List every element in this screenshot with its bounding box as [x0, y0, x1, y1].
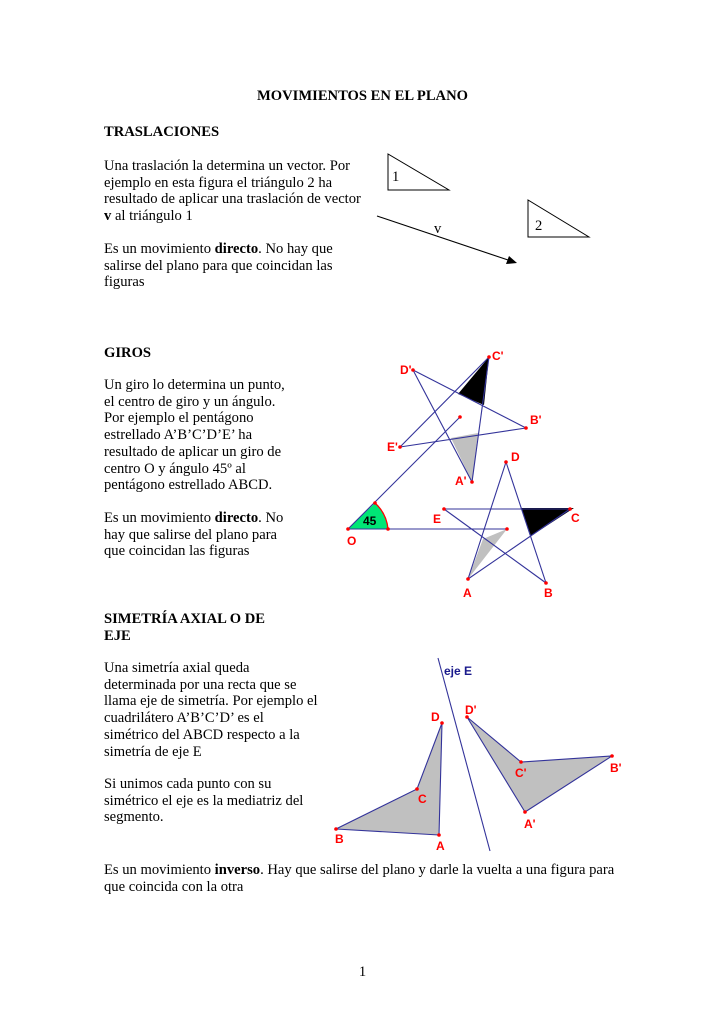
label-B: B — [544, 586, 553, 600]
text-fragment: Es un movimiento — [104, 862, 215, 878]
text-line: que coincidan las figuras — [104, 543, 250, 560]
axis-label: eje E — [444, 664, 473, 678]
vector-label: v — [434, 221, 442, 237]
text-line: hay que salirse del plano para — [104, 526, 278, 543]
text-line: el centro de giro y un ángulo. — [104, 393, 276, 410]
label-C-prime: C' — [492, 349, 504, 363]
label-C: C — [571, 511, 580, 525]
text-line: centro O y ángulo 45º al — [104, 460, 246, 477]
heading-traslaciones: TRASLACIONES — [104, 124, 220, 140]
label-B-prime: B' — [530, 413, 542, 427]
text-fragment: Es un movimiento — [104, 510, 215, 526]
label-B-prime: B' — [610, 761, 622, 775]
text-fragment: al triángulo 1 — [111, 208, 193, 225]
label-C: C — [418, 792, 427, 806]
heading-giros: GIROS — [104, 345, 152, 361]
label-B: B — [335, 832, 344, 846]
heading-line: EJE — [104, 627, 131, 644]
label-A-prime: A' — [524, 817, 536, 831]
quad-A-B-C-D-prime — [467, 717, 612, 812]
label-O: O — [347, 534, 357, 548]
text-line: Por ejemplo el pentágono — [104, 410, 254, 427]
text-line: estrellado A’B’C’D’E’ ha — [104, 427, 253, 444]
label-A: A — [463, 586, 472, 600]
text-line: Una simetría axial queda — [104, 660, 250, 676]
label-D: D — [511, 450, 520, 464]
bold-inverso: inverso — [214, 862, 261, 878]
text-line: segmento. — [104, 809, 164, 826]
text-fragment: . Hay que salirse del plano y darle la vuelta a una figura para — [260, 862, 615, 878]
bold-v: v — [104, 208, 112, 225]
text-line: pentágono estrellado ABCD. — [104, 477, 273, 494]
text-fragment: . No hay que — [258, 241, 333, 257]
text-line: que coincida con la otra — [104, 878, 244, 895]
triangle-1-label: 1 — [392, 169, 400, 185]
triangle-2-label: 2 — [535, 218, 543, 234]
angle-label: 45 — [363, 514, 377, 528]
text-line: determinada por una recta que se — [104, 676, 297, 693]
text-line: figuras — [104, 274, 145, 291]
text-fragment: Es un movimiento — [104, 241, 215, 257]
label-A-prime: A' — [455, 474, 467, 488]
label-D-prime: D' — [400, 363, 412, 377]
label-D: D — [431, 710, 440, 724]
text-line: Si unimos cada punto con su — [104, 776, 272, 792]
text-line: ejemplo en esta figura el triángulo 2 ha — [104, 174, 333, 191]
label-C-prime: C' — [515, 766, 527, 780]
label-A: A — [436, 839, 445, 853]
text-line: simétrico el eje es la mediatriz del — [104, 792, 304, 809]
label-D-prime: D' — [465, 703, 477, 717]
axis-line — [438, 658, 490, 851]
bold-directo: directo — [214, 510, 259, 526]
bold-directo: directo — [214, 241, 259, 257]
text-line: simetría de eje E — [104, 743, 202, 760]
text-line: Un giro lo determina un punto, — [104, 377, 285, 393]
text-line: Una traslación la determina un vector. Por — [104, 158, 350, 174]
text-line: salirse del plano para que coincidan las — [104, 257, 333, 274]
text-line: simétrico del ABCD respecto a la — [104, 726, 300, 743]
page-number: 1 — [358, 964, 367, 980]
text-line: cuadrilátero A’B’C’D’ es el — [104, 710, 264, 727]
heading-line: SIMETRÍA AXIAL O DE — [104, 611, 265, 627]
label-E-prime: E' — [387, 440, 398, 454]
page-title: MOVIMIENTOS EN EL PLANO — [257, 88, 468, 104]
text-line: llama eje de simetría. Por ejemplo el — [104, 693, 318, 710]
text-line: resultado de aplicar una traslación de vector — [104, 191, 361, 208]
text-line: resultado de aplicar un giro de — [104, 443, 282, 460]
text-fragment: . No — [258, 510, 284, 526]
label-E: E — [433, 512, 442, 526]
quad-ABCD — [336, 723, 442, 835]
